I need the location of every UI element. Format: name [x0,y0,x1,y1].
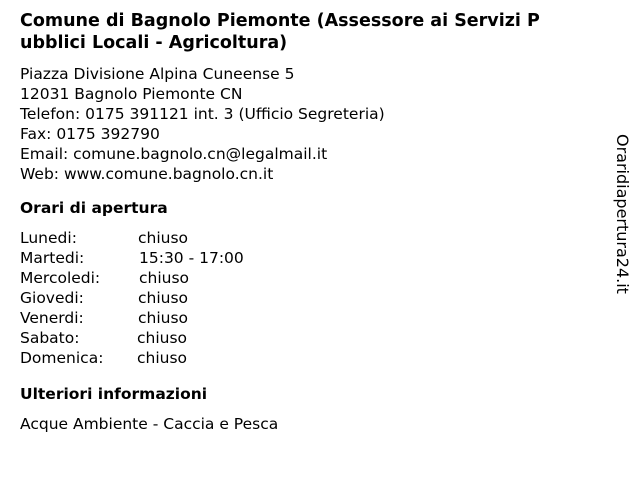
address-block [20,64,610,184]
day-label: Venerdi: [20,309,84,327]
day-label: Giovedi: [20,289,84,307]
day-label: Sabato: [20,329,80,347]
city-address: 12031 Bagnolo Piemonte CN [20,85,243,103]
site-watermark-text: Oraridiapertura24.it [613,134,632,294]
phone-number: Telefon: 0175 391121 int. 3 (Ufficio Segreteria) [20,105,385,123]
fax-number: Fax: 0175 392790 [20,125,160,143]
page-title [20,10,610,54]
further-info-text: Acque Ambiente - Caccia e Pesca [20,415,279,433]
hours-row-thursday [20,288,610,308]
day-hours: chiuso [138,229,189,247]
day-hours: chiuso [138,309,189,327]
website: Web: www.comune.bagnolo.cn.it [20,165,274,183]
hours-row-saturday [20,328,610,348]
day-label: Mercoledi: [20,269,101,287]
day-label: Martedi: [20,249,85,267]
hours-row-wednesday [20,268,610,288]
opening-hours-table [20,228,610,368]
opening-hours-heading: Orari di apertura [20,199,168,217]
hours-row-friday [20,308,610,328]
day-hours: chiuso [138,289,189,307]
business-card [20,10,610,434]
hours-row-tuesday [20,248,610,268]
site-watermark [613,134,633,310]
day-hours: chiuso [137,349,188,367]
day-label: Domenica: [20,349,104,367]
further-info-heading: Ulteriori informazioni [20,385,208,403]
day-hours: 15:30 - 17:00 [139,249,244,267]
street-address: Piazza Divisione Alpina Cuneense 5 [20,65,295,83]
day-hours: chiuso [139,269,190,287]
hours-row-sunday [20,348,610,368]
hours-row-monday [20,228,610,248]
title-line-2: ubblici Locali - Agricoltura) [20,33,288,53]
day-label: Lunedi: [20,229,77,247]
title-line-1: Comune di Bagnolo Piemonte (Assessore ai Servizi P [20,11,540,31]
email-address: Email: comune.bagnolo.cn@legalmail.it [20,145,328,163]
day-hours: chiuso [137,329,188,347]
